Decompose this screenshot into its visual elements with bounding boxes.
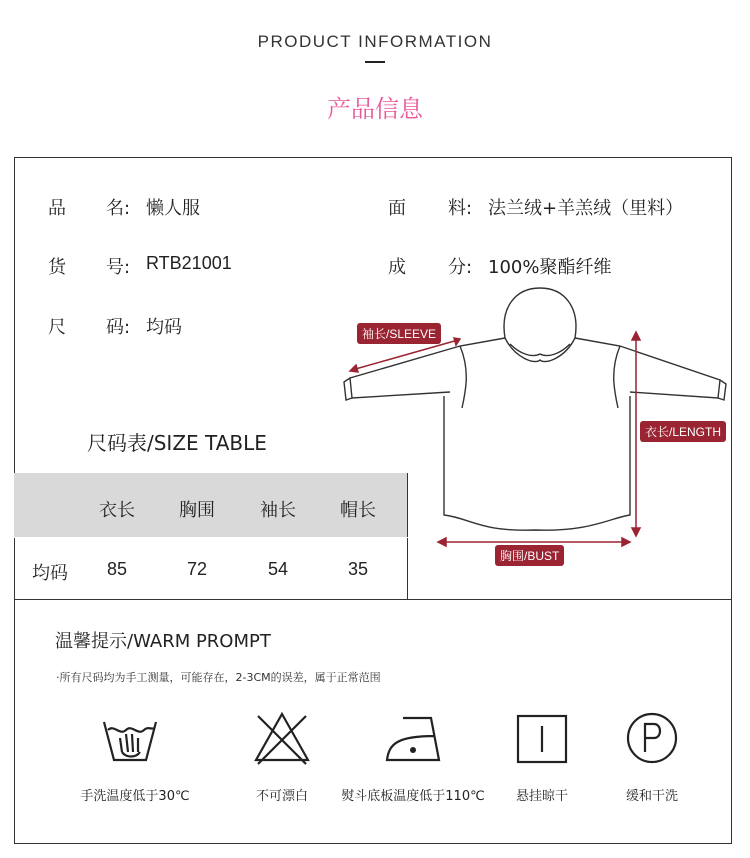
iron-icon xyxy=(383,708,443,768)
comp-label-1: 成 xyxy=(388,257,406,278)
cell-hood: 35 xyxy=(347,559,369,579)
care-label-hang-dry: 悬挂晾干 xyxy=(515,789,568,804)
body-outline xyxy=(444,396,630,530)
size-label-2: 码: xyxy=(106,317,131,338)
fabric-label-2: 料: xyxy=(448,198,473,219)
warm-note: ·所有尺码均为手工测量，可能存在，2-3CM的误差，属于正常范围 xyxy=(56,671,381,684)
row-label: 均码 xyxy=(32,563,68,584)
hood-outline xyxy=(504,288,576,338)
fabric-value: 法兰绒+羊羔绒（里料） xyxy=(488,198,684,219)
title-en: PRODUCT INFORMATION xyxy=(257,32,493,51)
care-label-no-bleach: 不可漂白 xyxy=(255,789,308,804)
item-label-2: 号: xyxy=(106,257,131,278)
col-header-hood: 帽长 xyxy=(340,500,376,521)
bust-label: 胸围/BUST xyxy=(495,545,564,566)
hang-dry-icon xyxy=(512,708,572,768)
size-table-title: 尺码表/SIZE TABLE xyxy=(87,431,267,455)
comp-label-2: 分: xyxy=(448,257,473,278)
comp-value: 100%聚酯纤维 xyxy=(488,257,612,278)
col-header-length: 衣长 xyxy=(99,500,135,521)
col-header-sleeve: 袖长 xyxy=(260,500,296,521)
title-divider xyxy=(365,61,385,63)
dry-clean-p-icon xyxy=(622,708,682,768)
care-label-dry-clean: 缓和干洗 xyxy=(625,789,678,804)
hand-wash-icon xyxy=(100,708,160,768)
cell-sleeve: 54 xyxy=(267,559,289,579)
size-value: 均码 xyxy=(146,317,182,338)
cell-length: 85 xyxy=(106,559,128,579)
col-header-bust: 胸围 xyxy=(179,500,215,521)
item-value: RTB21001 xyxy=(146,253,232,273)
cell-bust: 72 xyxy=(186,559,208,579)
size-label-1: 尺 xyxy=(48,317,66,338)
left-sleeve xyxy=(350,338,505,398)
care-label-iron: 熨斗底板温度低于110℃ xyxy=(341,789,485,804)
item-label-1: 货 xyxy=(48,257,66,278)
name-label-1: 品 xyxy=(48,198,66,219)
no-bleach-icon xyxy=(252,708,312,768)
sleeve-label: 袖长/SLEEVE xyxy=(357,323,441,344)
name-value: 懒人服 xyxy=(146,198,200,219)
name-label-2: 名: xyxy=(106,198,131,219)
fabric-label-1: 面 xyxy=(388,198,406,219)
sleeve-arrow xyxy=(352,340,458,370)
title-cn: 产品信息 xyxy=(327,95,423,123)
warm-title: 温馨提示/WARM PROMPT xyxy=(55,631,271,652)
care-label-hand-wash: 手洗温度低于30℃ xyxy=(80,789,190,804)
length-label: 衣长/LENGTH xyxy=(640,421,726,442)
right-sleeve xyxy=(575,338,720,398)
